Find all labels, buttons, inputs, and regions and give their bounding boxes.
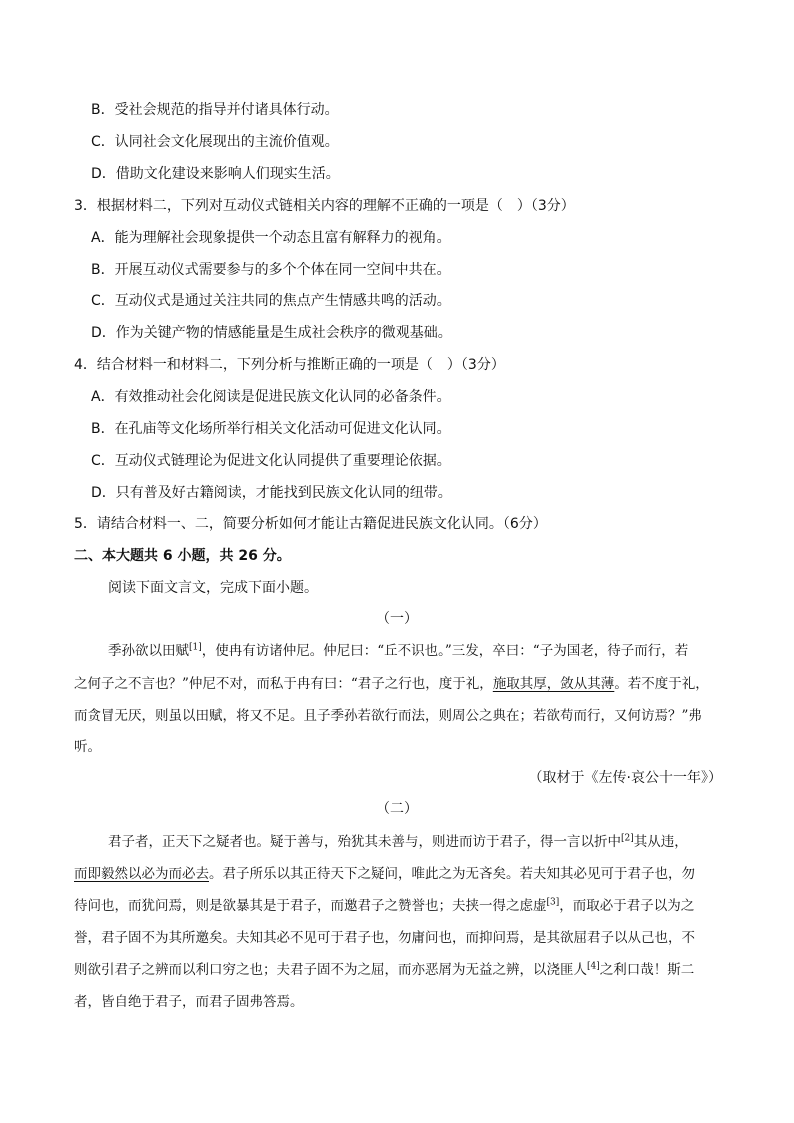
passage-text: 之何子之不言也？”仲尼不对，而私于冉有曰：“君子之行也，度于礼， (74, 676, 493, 692)
question-3-stem: 3．根据材料二，下列对互动仪式链相关内容的理解不正确的一项是（ ）（3分） (74, 198, 575, 214)
footnote-marker: [3] (546, 897, 560, 908)
passage-2-line-2 (74, 864, 695, 884)
passage-text: 。君子所乐以其正待天下之疑问，唯此之为无吝矣。若夫知其必见可于君子也，勿 (209, 866, 695, 882)
passage-text: 则欲引君子之辨而以利口穷之也；夫君子固不为之屈，而亦恶屑为无益之辨，以浇匪人 (74, 962, 587, 978)
passage-2-line-3 (74, 896, 694, 916)
q3-option-c: C．互动仪式是通过关注共同的焦点产生情感共鸣的活动。 (91, 293, 451, 309)
q4-option-b: B．在孔庙等文化场所举行相关文化活动可促进文化认同。 (91, 421, 451, 437)
underlined-phrase: 而即毅然以必为而必去 (74, 866, 209, 882)
passage-1-source: （取材于《左传·哀公十一年》） (528, 770, 722, 786)
footnote-marker: [4] (587, 961, 600, 972)
passage-2-line-5 (74, 960, 694, 980)
passage-text: ，而取必于君子以为之 (559, 898, 695, 914)
q2-option-b: B．受社会规范的指导并付诸具体行动。 (91, 102, 339, 118)
question-5: 5．请结合材料一、二，简要分析如何才能让古籍促进民族文化认同。（6分） (74, 516, 547, 532)
passage-1-line-2 (74, 674, 709, 694)
passage-2-line-4: 誉，君子固不为其所邀矣。夫知其必不见可于君子也，勿庸问也，而抑问焉，是其欲屈君子以从己也，不 (74, 930, 695, 946)
passage-text: 君子者，正天下之疑者也。疑于善与，殆犹其未善与，则进而访于君子，得一言以折中 (108, 834, 621, 850)
section-2-instruction: 阅读下面文言文，完成下面小题。 (108, 580, 318, 596)
passage-text: ，使冉有访诸仲尼。仲尼曰：“丘不识也。”三发，卒曰：“子为国老，待子而行，若 (201, 643, 689, 659)
passage-2-line-6: 者，皆自绝于君子，而君子固弗答焉。 (74, 994, 304, 1010)
question-4-stem: 4．结合材料一和材料二，下列分析与推断正确的一项是（ ）（3分） (74, 357, 505, 373)
passage-text: 。若不度于礼， (614, 676, 709, 692)
passage-text: 待问也，而犹问焉，则是欲暴其是于君子，而邀君子之赞誉也；夫挟一得之虑虚 (74, 898, 547, 914)
q2-option-d: D．借助文化建设来影响人们现实生活。 (91, 166, 340, 182)
passage-text: 其从违， (633, 834, 688, 850)
passage-1-line-3: 而贪冒无厌，则虽以田赋，将又不足。且子季孙若欲行而法，则周公之典在；若欲苟而行，又何访焉？”弗 (74, 708, 702, 724)
passage-2-title: （二） (376, 801, 418, 817)
passage-2-line-1 (108, 832, 688, 852)
underlined-phrase: 施取其厚，敛从其薄 (492, 676, 615, 692)
passage-text: 季孙欲以田赋 (108, 643, 189, 659)
q2-option-c: C．认同社会文化展现出的主流价值观。 (91, 134, 339, 150)
footnote-marker: [1] (189, 642, 202, 653)
q4-option-c: C．互动仪式链理论为促进文化认同提供了重要理论依据。 (91, 453, 451, 469)
passage-1-line-4: 听。 (74, 739, 101, 755)
q3-option-d: D．作为关键产物的情感能量是生成社会秩序的微观基础。 (91, 325, 452, 341)
passage-text: 之利口哉！斯二 (599, 962, 695, 978)
passage-1-line-1 (108, 641, 688, 661)
footnote-marker: [2] (621, 833, 634, 844)
q3-option-a: A．能为理解社会现象提供一个动态且富有解释力的视角。 (91, 230, 451, 246)
section-2-heading: 二、本大题共 6 小题，共 26 分。 (74, 548, 291, 564)
passage-1-title: （一） (376, 611, 418, 627)
q3-option-b: B．开展互动仪式需要参与的多个个体在同一空间中共在。 (91, 262, 451, 278)
q4-option-a: A．有效推动社会化阅读是促进民族文化认同的必备条件。 (91, 389, 451, 405)
q4-option-d: D．只有普及好古籍阅读，才能找到民族文化认同的纽带。 (91, 485, 452, 501)
